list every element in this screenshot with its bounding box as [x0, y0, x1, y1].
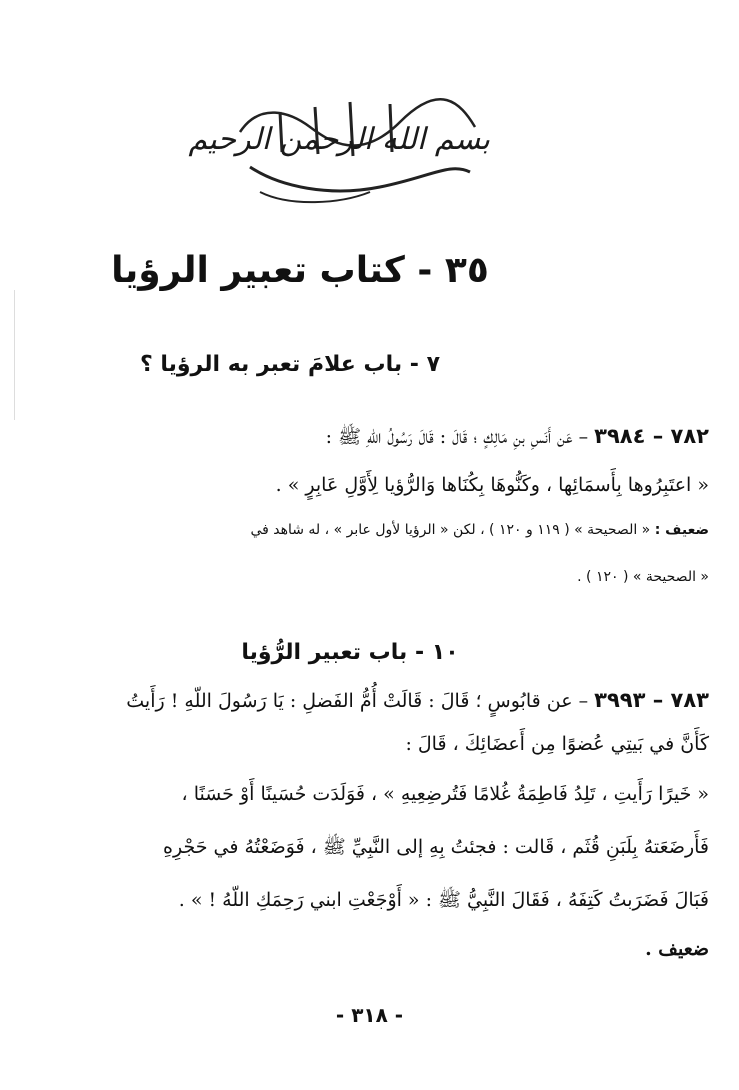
- grade-reference: « الصحيحة » ( ١١٩ و ١٢٠ ) ، لكن « الرؤيا لأول عابر » ، له شاهد في: [250, 522, 651, 538]
- hadith-782-grade-line-2: « الصحيحة » ( ١٢٠ ) .: [577, 569, 709, 585]
- hadith-783-line-4: فَأَرضَعَتهُ بِلَبَنِ قُثَم ، قَالت : فجئتُ بِهِ إلى النَّبِيِّ ﷺ ، فَوَضَعْتُهُ في حَجْرِهِ: [163, 836, 709, 858]
- hadith-783-line-3: « خَيرًا رَأَيتِ ، تَلِدُ فَاطِمَةُ غُلامًا فَتُرضِعِيهِ » ، فَوَلَدَت حُسَينًا أَوْ حَسَنًا ،: [181, 783, 709, 805]
- page-number: - ٣١٨ -: [335, 1003, 404, 1027]
- hadith-783-line-1: [126, 688, 709, 712]
- hadith-782-isnad: – عَن أَنَسِ بنِ مَالِكٍ ؛ قَالَ : قَالَ رَسُولُ اللّهِ ﷺ :: [325, 426, 589, 448]
- chapter-heading-10: ١٠ - باب تعبير الرُّؤيا: [241, 640, 459, 665]
- hadith-783-isnad: – عن قابُوسٍ ؛ قَالَ : قَالَتْ أُمُّ الفَضلِ : يَا رَسُولَ اللّهِ ! رَأَيتُ: [126, 690, 589, 712]
- hadith-782-number: ٧٨٢ – ٣٩٨٤: [594, 424, 709, 448]
- scan-edge-mark: [14, 290, 15, 420]
- grade-label: ضعيف :: [654, 522, 709, 538]
- basmala-calligraphy: [188, 92, 490, 212]
- hadith-782-line-1: [326, 424, 709, 453]
- book-title: ٣٥ - كتاب تعبير الرؤيا: [111, 250, 489, 291]
- chapter-heading-7: ٧ - باب علامَ تعبر به الرؤيا ؟: [139, 352, 440, 377]
- hadith-783-grade: ضعيف .: [645, 938, 709, 960]
- hadith-783-line-5: فَبَالَ فَضَرَبتُ كَتِفَهُ ، فَقَالَ النَّبِيُّ ﷺ : « أَوْجَعْتِ ابني رَحِمَكِ اللّهُ ! » .: [178, 889, 709, 911]
- basmala-text: بسم الله الرحمن الرحيم: [188, 122, 490, 157]
- hadith-783-number: ٧٨٣ – ٣٩٩٣: [594, 688, 709, 712]
- hadith-783-line-2: كَأَنَّ في بَيتِي عُضوًا مِن أَعضَائِكَ ، قَالَ :: [405, 733, 709, 755]
- hadith-782-grade-line-1: [250, 522, 709, 538]
- hadith-782-line-2: « اعتَبِرُوها بِأَسمَائِها ، وكَنُّوهَا بِكُنَاها وَالرُّؤيا لِأَوَّلِ عَابِرٍ » .: [275, 474, 709, 496]
